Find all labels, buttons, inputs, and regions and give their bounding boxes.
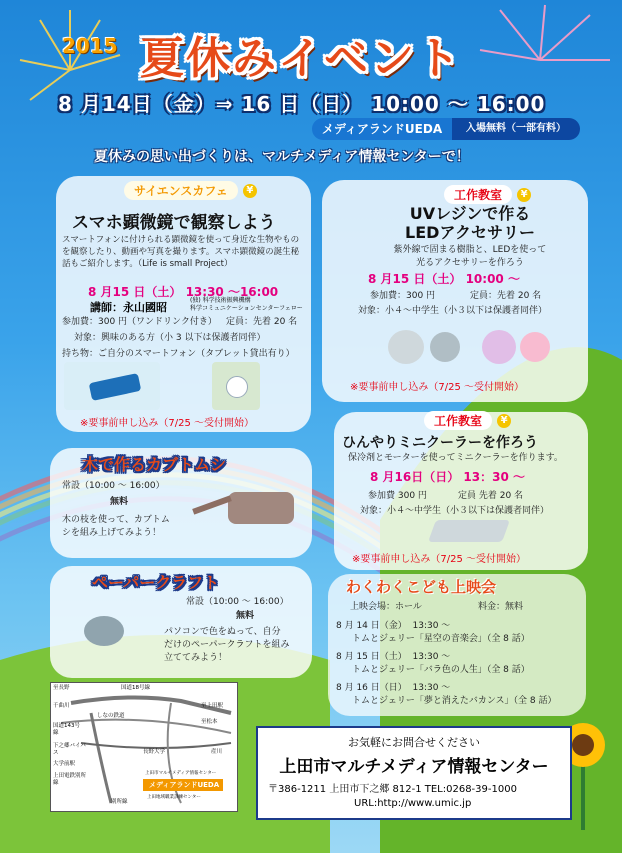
mini-cooler-desc: 保冷剤とモーターを使ってミニクーラーを作ります。 bbox=[348, 453, 563, 463]
led-accessory-photo bbox=[382, 324, 560, 372]
kabuto-desc-line-2: シを組み上げてみよう！ bbox=[62, 528, 162, 538]
microscope-view-photo bbox=[212, 362, 260, 410]
page-title: 夏休みイベント bbox=[140, 33, 462, 84]
mini-cooler-capacity: 定員 先着 20 名 bbox=[458, 491, 524, 501]
tagline: 夏休みの思い出づくりは、マルチメディア情報センターで！ bbox=[94, 149, 470, 165]
map-label: 上田電鉄別所線 bbox=[53, 773, 87, 786]
movie-venue: 上映会場：ホール bbox=[350, 602, 422, 612]
kabuto-desc bbox=[62, 514, 170, 540]
paper-craft-desc-line-2: だけのペーパークラフトを組み bbox=[164, 640, 290, 650]
smartphone-icon bbox=[89, 373, 142, 401]
lens-icon bbox=[226, 376, 248, 398]
accessory-2 bbox=[430, 332, 460, 362]
science-cafe-date: 8 月15 日（土） 13:30 ～16:00 bbox=[88, 285, 279, 299]
movie-item-program: トムとジェリー「星空の音楽会」（全 8 話） bbox=[352, 634, 530, 644]
map-label: 大学前駅 bbox=[53, 761, 76, 767]
uv-resin-tag-label: 工作教室 bbox=[444, 185, 512, 204]
movie-item-time: 13:30 ～ bbox=[412, 621, 451, 631]
admission-badge bbox=[312, 118, 580, 140]
contact-box bbox=[256, 726, 572, 820]
mini-cooler-target: 対象：小４～中学生（小３以下は保護者同伴） bbox=[360, 506, 550, 516]
badge-logo: メディアランドUEDA bbox=[312, 118, 452, 140]
map-label: しなの鉄道 bbox=[97, 713, 125, 719]
yen-icon: ¥ bbox=[497, 414, 511, 428]
map-label: 国道18号線 bbox=[121, 685, 150, 691]
map-label: 長野大学 bbox=[143, 749, 166, 755]
science-cafe-lecturer: 講師：永山國昭 bbox=[90, 301, 167, 314]
contact-url[interactable]: URL:http://www.umic.jp bbox=[354, 798, 472, 809]
uv-resin-date: 8 月15 日（土） 10:00 ～ bbox=[368, 272, 520, 286]
movie-item-program: トムとジェリー「バラ色の人生」（全 8 話） bbox=[352, 665, 530, 675]
map-label: 別所線 bbox=[111, 799, 128, 805]
movie-item bbox=[336, 620, 586, 651]
paper-craft-free: 無料 bbox=[236, 611, 255, 621]
map-label: 国道143号線 bbox=[53, 723, 80, 736]
uv-resin-desc-line-1: 紫外線で固まる樹脂と、LEDを使って bbox=[393, 245, 547, 255]
science-cafe-capacity: 定員：先着 20 名 bbox=[226, 317, 298, 327]
map-label: 上田市マルチメディア情報センター bbox=[145, 771, 217, 776]
movie-schedule-list bbox=[336, 620, 586, 713]
paper-craft-desc-line-3: 立ててみよう！ bbox=[164, 653, 228, 663]
kabuto-title: 木で作るカブトムシ bbox=[82, 455, 227, 474]
uv-resin-apply: ※要事前申し込み（7/25 ～受付開始） bbox=[350, 382, 525, 393]
science-cafe-apply: ※要事前申し込み（7/25 ～受付開始） bbox=[80, 418, 255, 429]
movie-item bbox=[336, 651, 586, 682]
uv-resin-title bbox=[360, 204, 580, 242]
map-label: 下之郷バイパス bbox=[53, 743, 86, 756]
uv-resin-tag bbox=[444, 184, 531, 204]
map-label: 産川 bbox=[211, 749, 223, 755]
kabuto-free: 無料 bbox=[110, 497, 129, 507]
movie-item-program: トムとジェリー「夢と消えたバカンス」（全 8 話） bbox=[352, 696, 557, 706]
movie-item bbox=[336, 682, 586, 713]
firework-right bbox=[480, 5, 610, 60]
mini-cooler-fee: 参加費 300 円 bbox=[368, 491, 427, 501]
affiliation-line-2: 科学コミュニケーションセンターフェロー bbox=[190, 305, 303, 312]
contact-lead: お気軽にお問合せください bbox=[348, 736, 480, 749]
yen-icon: ¥ bbox=[517, 188, 531, 202]
movie-title: わくわくこども上映会 bbox=[346, 578, 497, 596]
mini-cooler-date: 8 月16日（日） 13：30 ～ bbox=[370, 470, 525, 484]
map-label: 上田地域職業訓練センター bbox=[147, 795, 201, 800]
year-label: 2015 bbox=[62, 34, 118, 58]
contact-name: 上田市マルチメディア情報センター bbox=[279, 757, 549, 777]
mini-cooler-apply: ※要事前申し込み（7/25 ～受付開始） bbox=[352, 554, 527, 565]
wooden-beetle-photo bbox=[188, 478, 306, 548]
uv-resin-title-line-1: UVレジンで作る bbox=[409, 204, 531, 223]
accessory-3 bbox=[482, 330, 516, 364]
yen-icon: ¥ bbox=[243, 184, 257, 198]
movie-fee: 料金：無料 bbox=[478, 602, 524, 612]
paper-beetle-body bbox=[84, 616, 124, 646]
mini-cooler-tag bbox=[424, 410, 511, 430]
uv-resin-desc bbox=[370, 244, 570, 270]
beetle-horn bbox=[192, 495, 232, 514]
science-cafe-tag bbox=[124, 180, 257, 200]
science-cafe-fee: 参加費：300 円（ワンドリンク付き） bbox=[62, 317, 217, 327]
accessory-1 bbox=[388, 330, 424, 364]
uv-resin-title-line-2: LEDアクセサリー bbox=[405, 223, 535, 242]
map-label-venue: メディアランドUEDA bbox=[149, 781, 220, 789]
badge-text: 入場無料（一部有料） bbox=[452, 118, 580, 140]
movie-item-time: 13:30 ～ bbox=[412, 683, 451, 693]
movie-item-date: 8 月 14 日（金） bbox=[336, 621, 407, 631]
paper-craft-title: ペーパークラフト bbox=[92, 573, 220, 592]
uv-resin-target: 対象：小４～中学生（小３以下は保護者同伴） bbox=[358, 306, 548, 316]
access-map bbox=[50, 682, 238, 812]
uv-resin-capacity: 定員：先着 20 名 bbox=[470, 291, 542, 301]
science-cafe-bring: 持ち物：ご自分のスマートフォン（タブレット貸出有り） bbox=[62, 349, 295, 359]
movie-item-date: 8 月 16 日（日） bbox=[336, 683, 407, 693]
map-label: 至上田駅 bbox=[201, 703, 224, 709]
movie-item-date: 8 月 15 日（土） bbox=[336, 652, 407, 662]
event-dates: 8 月14日（金）⇒ 16 日（日） 10:00 ～ 16:00 bbox=[58, 92, 546, 116]
movie-item-time: 13:30 ～ bbox=[412, 652, 451, 662]
lecturer-affiliation bbox=[190, 297, 303, 313]
map-label: 千曲川 bbox=[53, 703, 70, 709]
affiliation-line-1: (独) 科学技術振興機構 bbox=[190, 297, 251, 304]
kabuto-schedule: 常設（10:00 ～ 16:00） bbox=[62, 481, 165, 491]
smartphone-microscope-photo bbox=[64, 362, 160, 410]
paper-craft-desc bbox=[164, 626, 290, 665]
map-label: 至長野 bbox=[53, 685, 70, 691]
science-cafe-desc: スマートフォンに付けられる顕微鏡を使って身近な生物やものを観察したり、動画や写真を撮ります。スマホ顕微鏡の誕生秘話もご紹介します。（Life is small Project） bbox=[62, 235, 300, 269]
science-cafe-title: スマホ顕微鏡で観察しよう bbox=[72, 213, 276, 233]
accessory-4 bbox=[520, 332, 550, 362]
mini-cooler-tag-label: 工作教室 bbox=[424, 411, 492, 430]
beetle-body bbox=[228, 492, 294, 524]
paper-craft-schedule: 常設（10:00 ～ 16:00） bbox=[186, 597, 289, 607]
science-cafe-target: 対象：興味のある方（小 3 以下は保護者同伴） bbox=[74, 333, 266, 343]
contact-address: 〒386-1211 上田市下之郷 812-1 TEL:0268-39-1000 bbox=[268, 784, 517, 795]
uv-resin-desc-line-2: 光るアクセサリーを作ろう bbox=[416, 258, 524, 268]
kabuto-desc-line-1: 木の枝を使って、カブトム bbox=[62, 515, 170, 525]
map-label: 至松本 bbox=[201, 719, 218, 725]
science-cafe-tag-label: サイエンスカフェ bbox=[124, 181, 238, 200]
mini-cooler-photo bbox=[428, 520, 510, 542]
paper-craft-desc-line-1: パソコンで色をぬって、自分 bbox=[164, 627, 281, 637]
paper-beetle-photo bbox=[66, 596, 146, 664]
mini-cooler-title: ひんやりミニクーラーを作ろう bbox=[342, 435, 538, 451]
uv-resin-fee: 参加費：300 円 bbox=[370, 291, 436, 301]
